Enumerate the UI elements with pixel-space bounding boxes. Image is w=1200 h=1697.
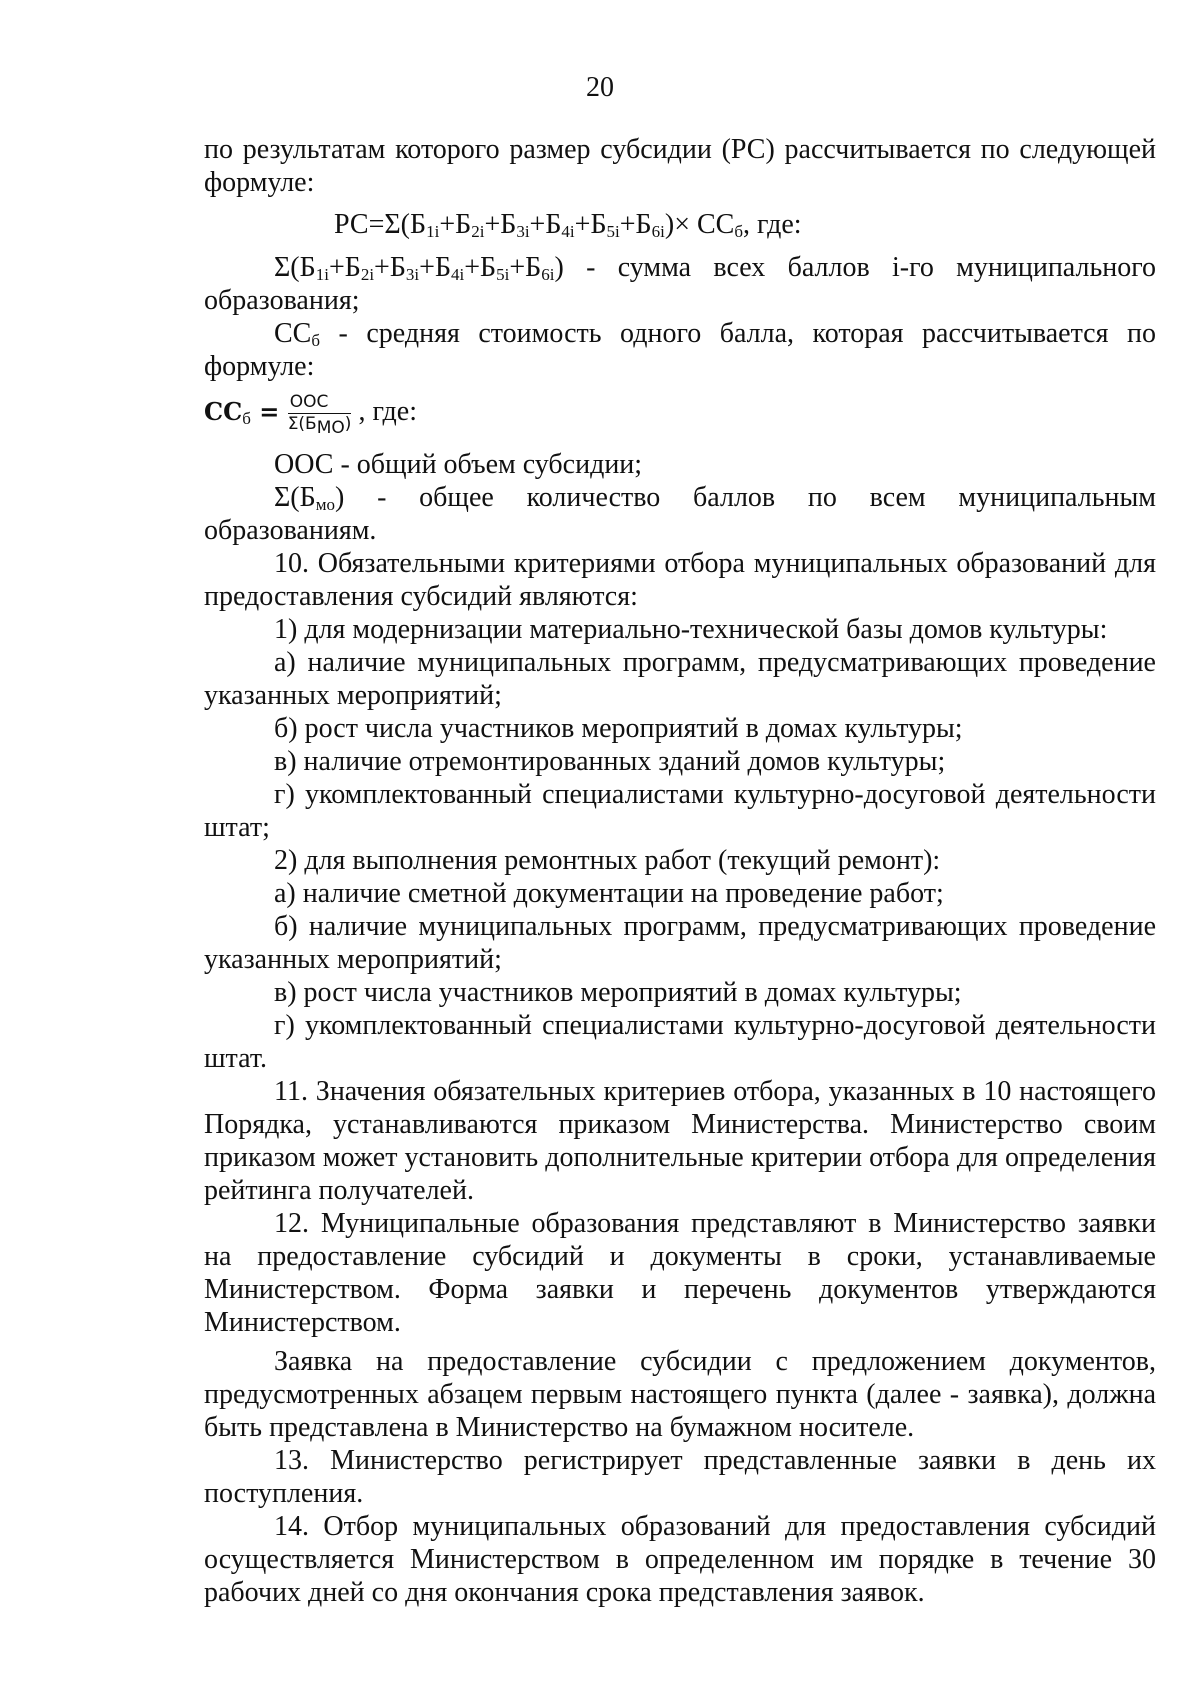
paragraph-10-2-a: а) наличие сметной документации на проведение работ; xyxy=(274,878,944,909)
paragraph-14: 14. Отбор муниципальных образований для предоставления субсидий осуществляется Министерством в определенном им порядке в течение 30 рабочих дней со дня окончания срока представления заявок. xyxy=(204,1511,1156,1608)
definition-oos: ООС - общий объем субсидии; xyxy=(274,449,643,480)
paragraph-10-2-v: в) рост числа участников мероприятий в домах культуры; xyxy=(274,977,962,1008)
paragraph-10-2-g: г) укомплектованный специалистами культурно-досуговой деятельности штат. xyxy=(204,1010,1156,1074)
paragraph-10-1-g: г) укомплектованный специалистами культурно-досуговой деятельности штат; xyxy=(204,779,1156,843)
paragraph-10-1: 1) для модернизации материально-технической базы домов культуры: xyxy=(274,614,1108,645)
formula-cc: $СС_б$ = $\frac{\text{ООС}}{\Sigma(Б_{МО})}$ , где: xyxy=(204,392,417,439)
paragraph-10: 10. Обязательными критериями отбора муниципальных образований для предоставления субсидий являются: xyxy=(204,548,1156,612)
paragraph-12: 12. Муниципальные образования представляют в Министерство заявки на предоставление субсидий и документы в сроки, устанавливаемые Министерством. Форма заявки и перечень документов утверждаются Министерством. xyxy=(204,1208,1156,1338)
definition-bmo: $\Sigma(Б_{мо})$ - общее количество баллов по всем муниципальным xyxy=(274,482,1156,514)
definition-sum-points: $\Sigma(Б_{1i}+Б_{2i}+Б_{3i}+Б_{4i}+Б_{5i}+Б_{6i})$ - сумма всех баллов i-го муниципального xyxy=(274,252,1156,284)
fraction: $\frac{\text{ООС}}{\Sigma(Б_{МО})}$ xyxy=(287,392,352,439)
paragraph-10-2-b: б) наличие муниципальных программ, предусматривающих проведение указанных мероприятий; xyxy=(204,911,1156,975)
paragraph-10-1-b: б) рост числа участников мероприятий в домах культуры; xyxy=(274,713,963,744)
paragraph-10-1-a: а) наличие муниципальных программ, предусматривающих проведение указанных мероприятий; xyxy=(204,647,1156,711)
paragraph-10-1-v: в) наличие отремонтированных зданий домов культуры; xyxy=(274,746,946,777)
paragraph-12-application: Заявка на предоставление субсидии с предложением документов, предусмотренных абзацем первым настоящего пункта (далее - заявка), должна быть представлена в Министерство на бумажном носителе. xyxy=(204,1346,1156,1443)
paragraph-continuation: по результатам которого размер субсидии (РС) рассчитывается по следующей формуле: xyxy=(204,134,1156,198)
paragraph-11: 11. Значения обязательных критериев отбора, указанных в 10 настоящего Порядка, устанавливаются приказом Министерства. Министерство своим приказом может установить дополнительные критерии отбора для определения рейтинга получателей. xyxy=(204,1076,1156,1206)
page-number: 20 xyxy=(586,72,614,103)
definition-bmo-cont: образованиям. xyxy=(204,515,377,546)
definition-cc: $СС_б$ - средняя стоимость одного балла, которая рассчитывается по формуле: xyxy=(204,318,1156,382)
paragraph-13: 13. Министерство регистрирует представленные заявки в день их поступления. xyxy=(204,1445,1156,1509)
paragraph-10-2: 2) для выполнения ремонтных работ (текущий ремонт): xyxy=(274,845,941,876)
formula-rs: $РС=\Sigma(Б_{1i}+Б_{2i}+Б_{3i}+Б_{4i}+Б_{5i}+Б_{6i})\times СС_б$, где: xyxy=(334,209,802,241)
definition-sum-points-cont: образования; xyxy=(204,285,360,316)
document-body xyxy=(204,133,1156,1609)
